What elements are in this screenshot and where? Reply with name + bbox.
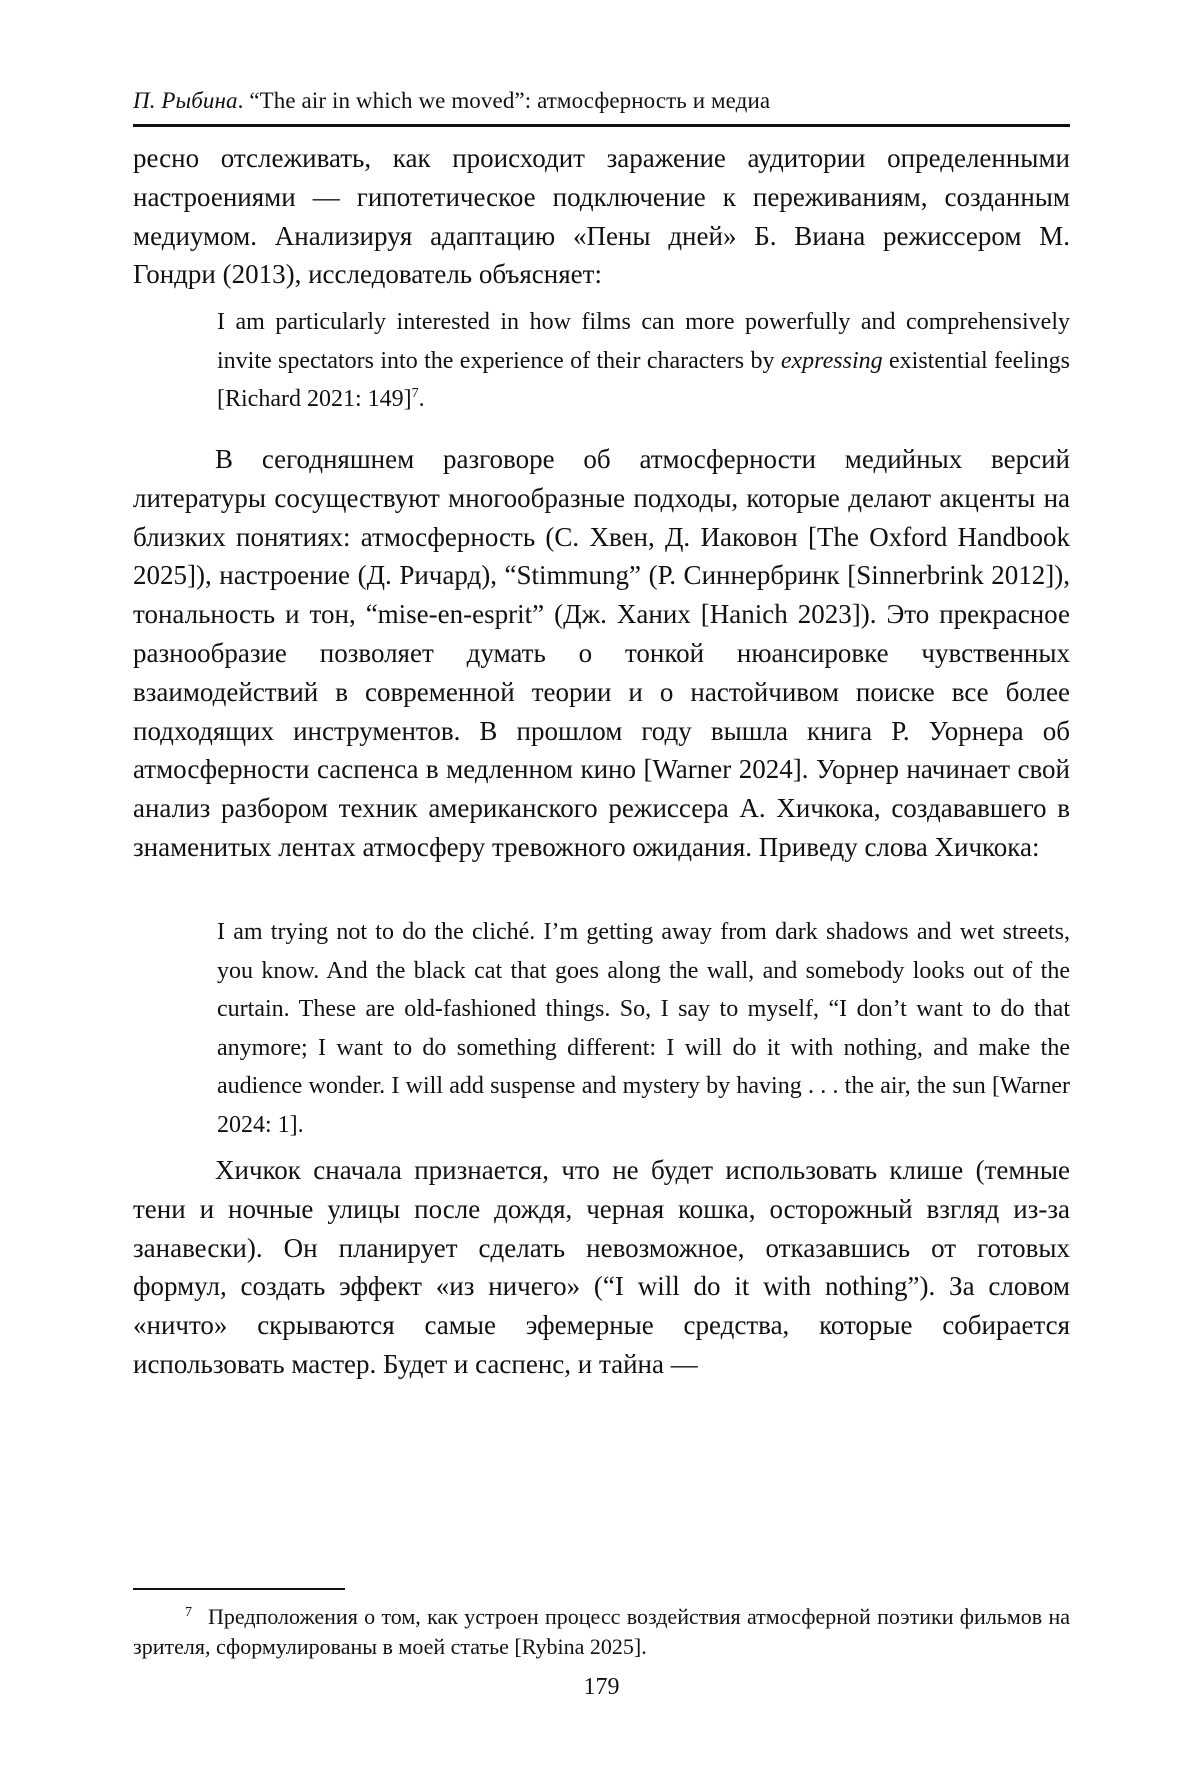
quote-1-text-after: existential feelings [Richard 2021: 149] bbox=[217, 347, 1070, 412]
block-quote-1 bbox=[217, 303, 1070, 419]
header-title: “The air in which we moved”: атмосферность и медиа bbox=[249, 88, 771, 113]
page-number: 179 bbox=[583, 1674, 620, 1700]
book-page bbox=[133, 0, 1070, 1780]
header-separator: . bbox=[237, 88, 250, 113]
footnote-separator bbox=[133, 1588, 345, 1590]
footnote-text: Предположения о том, как устроен процесс воздействия атмосферной поэтики фильмов на зрителя, сформулированы в моей статье [Rybina 2025]. bbox=[133, 1604, 1070, 1659]
running-header bbox=[133, 86, 1070, 116]
quote-1-end: . bbox=[418, 386, 425, 412]
footnote-number: 7 bbox=[185, 1604, 192, 1620]
paragraph-2: В сегодняшнем разговоре об атмосферности медийных версий литературы сосуществуют многообразные подходы, которые делают акценты на близких понятиях: атмосферность (С. Хвен, Д. Иаковон [The Oxford Handbook 2025]), настроение (Д. Ричард), “Stimmung” (Р. Синнербринк [Sinnerbrink 2012]), тональность и тон, “mise-en-esprit” (Дж. Ханих [Hanich 2023]). Это прекрасное разнообразие позволяет думать о тонкой нюансировке чувственных взаимодействий в современной теории и о настойчивом поиске все более подходящих инструментов. В прошлом году вышла книга Р. Уорнера об атмосферности саспенса в медленном кино [Warner 2024]. Уорнер начинает свой анализ разбором техник американского режиссера А. Хичкока, создававшего в знаменитых лентах атмосферу тревожного ожидания. Приведу слова Хичкока: bbox=[133, 444, 1070, 862]
quote-1-text-before: I am particularly interested in how films can more powerfully and comprehensively invite spectators into the experience of their characters by bbox=[217, 309, 1070, 374]
header-rule bbox=[133, 124, 1070, 127]
footnote-7 bbox=[133, 1602, 1070, 1662]
quote-1-emphasis: expressing bbox=[780, 347, 883, 374]
block-quote-2: I am trying not to do the cliché. I’m getting away from dark shadows and wet streets, you know. And the black cat that goes along the wall, and somebody looks out of the curtain. These are old-fashioned things. So, I say to myself, “I don’t want to do that anymore; I want to do something different: I will do it with nothing, and make the audience wonder. I will add suspense and mystery by having . . . the air, the sun [Warner 2024: 1]. bbox=[217, 919, 1070, 1138]
footnote-reference-7[interactable]: 7 bbox=[411, 386, 419, 401]
paragraph-1: ресно отслеживать, как происходит заражение аудитории определенными настроениями — гипотетическое подключение к переживаниям, созданным медиумом. Анализируя адаптацию «Пены дней» Б. Виана режиссером М. Гондри (2013), исследователь объясняет: bbox=[133, 143, 1070, 290]
header-author: П. Рыбина bbox=[133, 88, 238, 113]
paragraph-3: Хичкок сначала признается, что не будет использовать клише (темные тени и ночные улицы после дождя, черная кошка, осторожный взгляд из-за занавески). Он планирует сделать невозможное, отказавшись от готовых формул, создать эффект «из ничего» (“I will do it with nothing”). За словом «ничто» скрываются самые эфемерные средства, которые собирается использовать мастер. Будет и саспенс, и тайна — bbox=[133, 1155, 1070, 1379]
